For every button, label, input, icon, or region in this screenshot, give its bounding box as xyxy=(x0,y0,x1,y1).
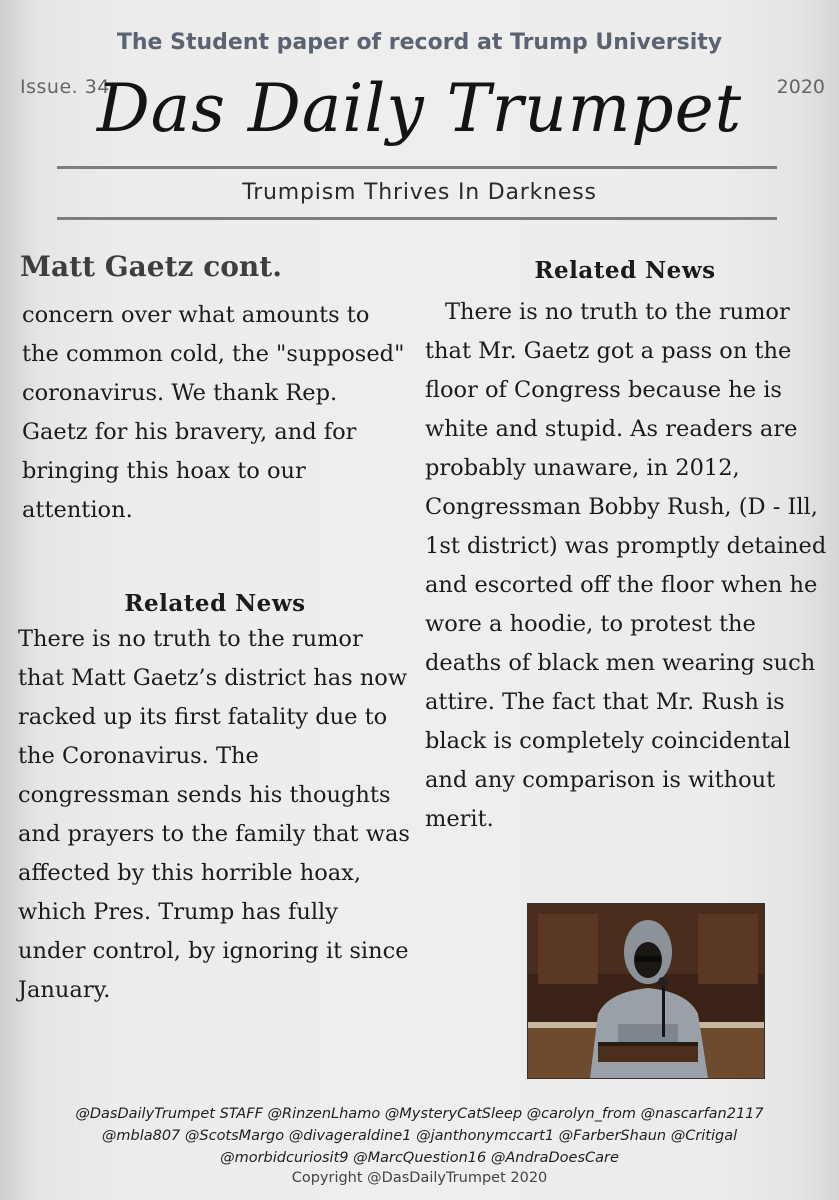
article-headline: Matt Gaetz cont. xyxy=(20,250,282,283)
right-related-news-text: There is no truth to the rumor that Mr. Gaetz got a pass on the floor of Congress because he is white and stupid. As readers are probably unaware, in 2012, Congressman Bobby Rush, (D - Ill, 1st district) was promptly detained and escorted off the floor when he wore a hoodie, to protest the deaths of black men wearing such attire. The fact that Mr. Rush is black is completely coincidental and any comparison is without merit. xyxy=(425,299,827,832)
news-photo xyxy=(527,903,765,1079)
issue-number: Issue. 34 xyxy=(20,76,110,98)
masthead-rule-bottom xyxy=(57,217,777,220)
credits-line: @DasDailyTrumpet STAFF @RinzenLhamo @MysteryCatSleep @carolyn_from @nascarfan2117 xyxy=(75,1106,764,1122)
copyright: Copyright @DasDailyTrumpet 2020 xyxy=(291,1170,548,1186)
masthead-subtitle: Trumpism Thrives In Darkness xyxy=(242,180,597,205)
right-related-news-heading: Related News xyxy=(534,257,716,284)
article-continued-text: concern over what amounts to the common cold, the "supposed" coronavirus. We thank Rep. Gaetz for his bravery, and for bringing this hoax to our attention. xyxy=(22,302,405,523)
credits-line: @mbla807 @ScotsMargo @divageraldine1 @janthonymccart1 @FarberShaun @Critigal xyxy=(101,1128,738,1144)
tagline: The Student paper of record at Trump University xyxy=(116,30,723,55)
issue-year: 2020 xyxy=(776,76,825,98)
credits-line: @morbidcuriosit9 @MarcQuestion16 @AndraDoesCare xyxy=(220,1150,619,1166)
masthead-title: Das Daily Trumpet xyxy=(96,70,743,147)
staff-credits xyxy=(0,1103,839,1169)
left-related-news-text: There is no truth to the rumor that Matt Gaetz’s district has now racked up its first fatality due to the Coronavirus. The congressman sends his thoughts and prayers to the family that was affected by this horrible hoax, which Pres. Trump has fully under control, by ignoring it since January. xyxy=(18,626,410,1003)
left-related-news-heading: Related News xyxy=(124,590,306,617)
photo-of-congressman-in-hoodie xyxy=(528,904,764,1078)
masthead-rule-top xyxy=(57,166,777,169)
